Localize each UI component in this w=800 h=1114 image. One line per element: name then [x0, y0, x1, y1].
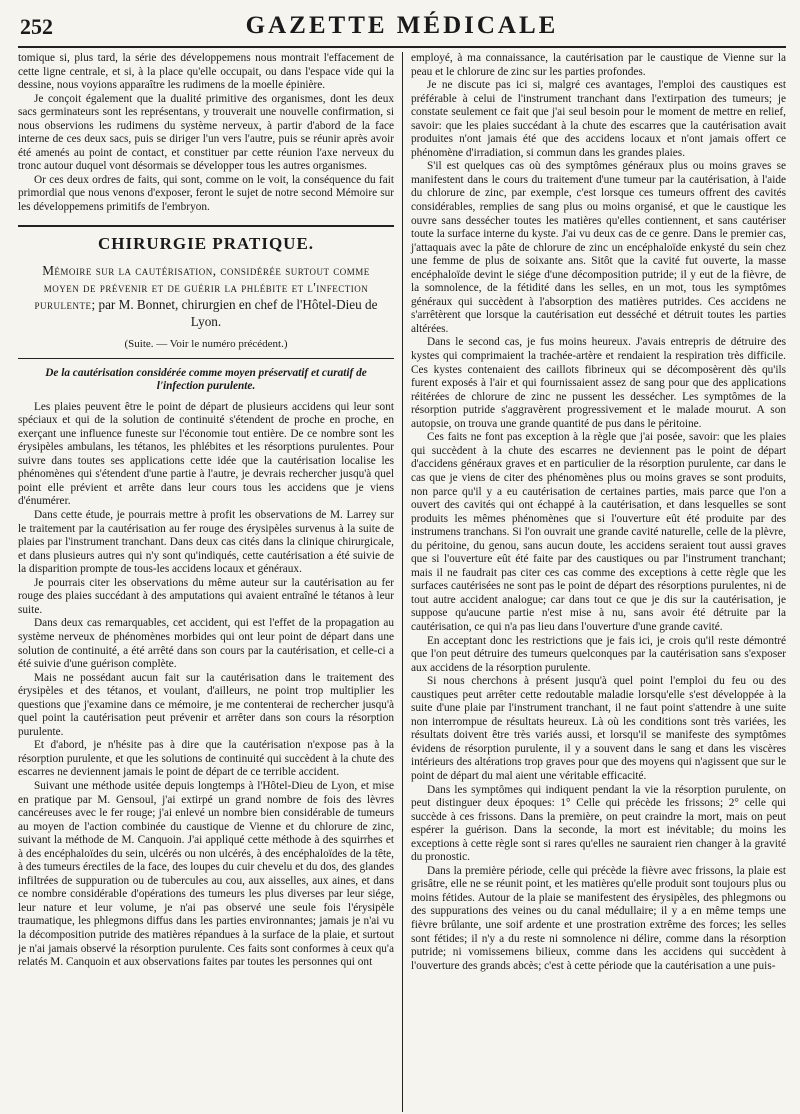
paragraph: Or ces deux ordres de faits, qui sont, comme on le voit, la conséquence du fait primordial que nous venons d'exposer, feront le sujet de notre second Mémoire sur les développemens primitifs de l'embryon. [18, 173, 394, 214]
paragraph: Si nous cherchons à présent jusqu'à quel point l'emploi du feu ou des caustiques peut arrêter cette redoutable maladie lorsqu'elle s'est développée à la suite d'une plaie par l'instrument tranchant, il ne faut point s'attendre à une suite non interrompue de résultats heureux. Là où les conditions sont très variées, les résultats doivent être très variés aussi, et lorsqu'il se manifeste des symptômes évidens de résorption purulente, il y a souvent dans le sang et dans les viscères intérieurs des altérations trop graves pour que des moyens qui n'agissent que sur le point de départ du mal aient une véritable efficacité. [411, 675, 786, 782]
running-title: GAZETTE MÉDICALE [245, 12, 559, 39]
section-divider [18, 225, 394, 227]
article-title-author: ; par M. Bonnet, chirurgien en chef de l'Hôtel-Dieu de Lyon. [91, 297, 378, 330]
paragraph: Dans deux cas remarquables, cet accident, qui est l'effet de la propagation au système nerveux de phénomènes morbides qui ont leur point de départ dans une solution de continuité, a été arrêté dans son cours par la cautérisation, et celle-ci a été suivie d'une guérison complète. [18, 617, 394, 671]
paragraph: En acceptant donc les restrictions que je fais ici, je crois qu'il reste démontré que l'on peut détruire des tumeurs quelconques par la cautérisation sans s'exposer aux accidens de la résorption purulente. [411, 634, 786, 674]
paragraph: employé, à ma connaissance, la cautérisation par le caustique de Vienne sur la peau et le chlorure de zinc sur les parties profondes. [411, 52, 786, 78]
paragraph: S'il est quelques cas où des symptômes généraux plus ou moins graves se manifestent dans le cours du traitement d'une tumeur par la cautérisation, à l'aide du chlorure de zinc, par exemple, c'est lorsque ces tumeurs offrent des cavités considérables, remplies de sang plus ou moins organisé, et que le caustique les ouvre sans dessécher toutes les matières qu'elles contiennent, et sans cautériser toute la surface interne du kyste. J'ai vu deux cas de ce genre. Dans le premier cas, j'attaquais avec la pâte de chlorure de zinc un encéphaloïde enkysté du sein chez une femme de plus de soixante ans. Sitôt que la cavité fut ouverte, la masse encéphaloïde devint le siége d'une décomposition putride; il y eut de la fièvre, de la somnolence, de la fétidité dans les selles, en un mot, tous les symptômes généraux qui succèdent à l'absorption des matières putrides. Ces accidens ne s'arrêtèrent que lorsque la cautérisation eut desséché et détruit toutes les parties altérées. [411, 160, 786, 335]
right-body-paragraphs [411, 52, 786, 973]
article-subheading: De la cautérisation considérée comme moyen préservatif et curatif de l'infection purulente. [45, 366, 367, 392]
paragraph: Suivant une méthode usitée depuis longtemps à l'Hôtel-Dieu de Lyon, et mise en pratique par M. Gensoul, j'ai extirpé un grand nombre de fois des lèvres cancéreuses avec le fer rouge; j'ai enlevé un nombre bien considérable de tumeurs au moyen de l'action combinée du caustique de Vienne et du chlorure de zinc, suivant la méthode de M. Canquoin. J'ai appliqué cette méthode à des squirrhes et à des encéphaloïdes du sein, ulcérés ou non ulcérés, à des encéphaloïdes de la tête, à des tumeurs érectiles de la face, des loupes du cuir chevelu et du dos, des glandes infiltrées de suppuration ou de tubercules au cou, aux aisselles, aux aines, et dans ce nombre considérable d'opérations des tumeurs les plus diverses par leur siége, leur nature et leur volume, je n'ai pas observé une seule fois l'érysipèle traumatique, les phlegmons diffus dans les parties environnantes; jamais je n'ai vu la décomposition putride des matières répandues à la surface de la plaie, et surtout je n'ai jamais observé la résorption purulente. Ces faits sont conformes à ceux qu'a relatés M. Canquoin et aux observations faites par toutes les personnes qui ont [18, 779, 394, 969]
page-header [18, 6, 786, 48]
article-title-main: Mémoire sur la cautérisation, considérée surtout comme moyen de prévenir et de guérir la phlébite et l'infection purulente [34, 263, 370, 313]
left-body-paragraphs [18, 401, 394, 970]
paragraph: Ces faits ne font pas exception à la règle que j'ai posée, savoir: que les plaies qui succèdent à la chute des escarres ne deviennent pas le point de départ d'accidens généraux graves et en particulier de la résorption purulente, car dans le cas que je viens de citer des phénomènes plus ou moins graves se sont produits, non parce qu'il y a eu cautérisation de certaines parties, mais parce que l'on a ouvert des cavités qui ont échappé à la cautérisation, et dans lesquelles se sont produits les mêmes phénomènes que si l'ouverture eût été produite par des instrumens tranchans. Si l'on ouvrait une grande cavité naturelle, celle de la plèvre, du péritoine, du genou, sans aucun doute, les accidens seraient tout aussi graves que si l'ouverture eût été faite par des caustiques ou par l'instrument tranchant; mais il ne faudrait pas citer ces cas comme des exceptions à cette règle que les surfaces cautérisées ne sont pas le point de départ des résorptions purulentes, ni de tout autre accident analogue; car dans tout ce que je dis sur la cautérisation, je suppose qu'aucune partie n'est mise à nu, sans avoir été détruite par la cautérisation, ce qui n'a pas lieu dans l'ouverture d'une grande cavité. [411, 431, 786, 633]
paragraph: Je ne discute pas ici si, malgré ces avantages, l'emploi des caustiques est préférable à celui de l'instrument tranchant dans l'extirpation des tumeurs; je constate seulement ce fait que j'ai seul besoin pour le moment de mettre en relief, savoir: que les plaies succédant à la chute des escarres que la cautérisation avait produites n'ont jamais été que des accidens locaux et n'ont jamais offert ce phénomène d'irradiation, si commun dans les grandes plaies. [411, 79, 786, 159]
paragraph: Et d'abord, je n'hésite pas à dire que la cautérisation n'expose pas à la résorption purulente, et que les solutions de continuité qui succèdent à la chute des escarres ne deviennent jamais le point de départ de ce terrible accident. [18, 739, 394, 779]
paragraph: Je pourrais citer les observations du même auteur sur la cautérisation au fer rouge des plaies succédant à des amputations qui avaient entraîné le tétanos à leur suite. [18, 576, 394, 616]
paragraph: Dans la première période, celle qui précède la fièvre avec frissons, la plaie est grisâtre, elle ne se réunit point, et les matières qu'elle produit sont toujours plus ou moins fétides. Autour de la plaie se manifestent des érysipèles, des phlegmons ou des suppurations des veines ou du canal médullaire; il y a en même temps une fièvre brûlante, une soif ardente et une prostration extrême des forces; les selles sont fétides; il n'y a du reste ni somnolence ni délire, comme dans la résorption putride; ni vomissemens bilieux, comme dans les accidens qui succèdent à l'ouverture des grands abcès; c'est à cette période que la cautérisation a une puis- [411, 864, 786, 972]
paragraph: Je conçoit également que la dualité primitive des organismes, dont les deux sacs germinateurs sont les représentans, y trouverait une nouvelle confirmation, si nous observions les rudimens du système nerveux, à partir d'abord de la face interne de ces deux sacs, puis se diriger l'un vers l'autre, puis se réunir après avoir été amenés au point de contact, et constituer par cette réunion l'axe nerveux du tronc autour duquel vont désormais se développer tous les autres organismes. [18, 92, 394, 173]
continuation-note: (Suite. — Voir le numéro précédent.) [124, 338, 288, 351]
paragraph: Dans le second cas, je fus moins heureux. J'avais entrepris de détruire des kystes qui comprimaient la trachée-artère et rendaient la respiration très difficile. Ces kystes contenaient des caillots fibrineux qui se décomposèrent dès qu'ils furent exposés à l'air et qui fournissaient assez de sang pour que des applications réitérées de chlorure de zinc ne pussent les dessécher. Les symptômes de la résorption putride s'aggravèrent progressivement et le malade mourut. A son autopsie, on trouva une grande quantité de pus dans le péritoine. [411, 336, 786, 430]
paragraph: Dans les symptômes qui indiquent pendant la vie la résorption purulente, on peut distinguer deux époques: 1° Celle qui précède les frissons; 2° celle qui succède à ces frissons. Dans la première, on peut craindre la mort, mais on peut espérer la guérison. Dans la seconde, la mort est inévitable; du moins les exceptions à cette règle sont si rares qu'elles ne sauraient rien changer à la gravité du pronostic. [411, 783, 786, 864]
article-title [24, 262, 388, 330]
text-columns [18, 52, 786, 1112]
paragraph: Mais ne possédant aucun fait sur la cautérisation dans le traitement des érysipèles et des tétanos, et voulant, d'ailleurs, ne point trop multiplier les questions que j'examine dans ce mémoire, je me contenterai de rechercher jusqu'à quel point la cautérisation peut prévenir et arrêter dans son cours la résorption purulente. [18, 671, 394, 738]
paragraph: Dans cette étude, je pourrais mettre à profit les observations de M. Larrey sur le traitement par la cautérisation au fer rouge des érysipèles survenus à la suite de plaies par l'instrument tranchant. Dans deux cas cités dans la clinique chirurgicale, et dans plusieurs autres qui n'y sont qu'indiqués, cette cautérisation a été suivie de la disparition prompte de tous-les accidens locaux et généraux. [18, 509, 394, 576]
subhead-divider [18, 358, 394, 359]
left-top-paragraphs [18, 52, 394, 215]
page-number: 252 [20, 14, 53, 39]
section-title: CHIRURGIE PRATIQUE. [97, 233, 315, 253]
right-column [402, 52, 786, 1112]
paragraph: tomique si, plus tard, la série des développemens nous montrait l'effacement de cette ligne centrale, et si, à la place qu'elle occupait, ou dans l'espace vide qui la dessine, nous voyions apparaître les rudimens de la moelle épinière. [18, 52, 394, 92]
left-column [18, 52, 402, 1112]
paragraph: Les plaies peuvent être le point de départ de plusieurs accidens qui leur sont spéciaux et qui de la solution de continuité s'étendent de proche en proche, en exerçant une influence funeste sur l'économie tout entière. De ce nombre sont les érysipèles ambulans, les tétanos, les phlébites et les résorptions purulentes. Pour suivre dans toutes ses applications cette idée que la cautérisation localise les phénomènes qui s'étendent d'une partie à l'autre, je devrais rechercher jusqu'à quel point elle prévient et arrête dans leur cours tous les accidens que je viens d'énumérer. [18, 400, 394, 508]
